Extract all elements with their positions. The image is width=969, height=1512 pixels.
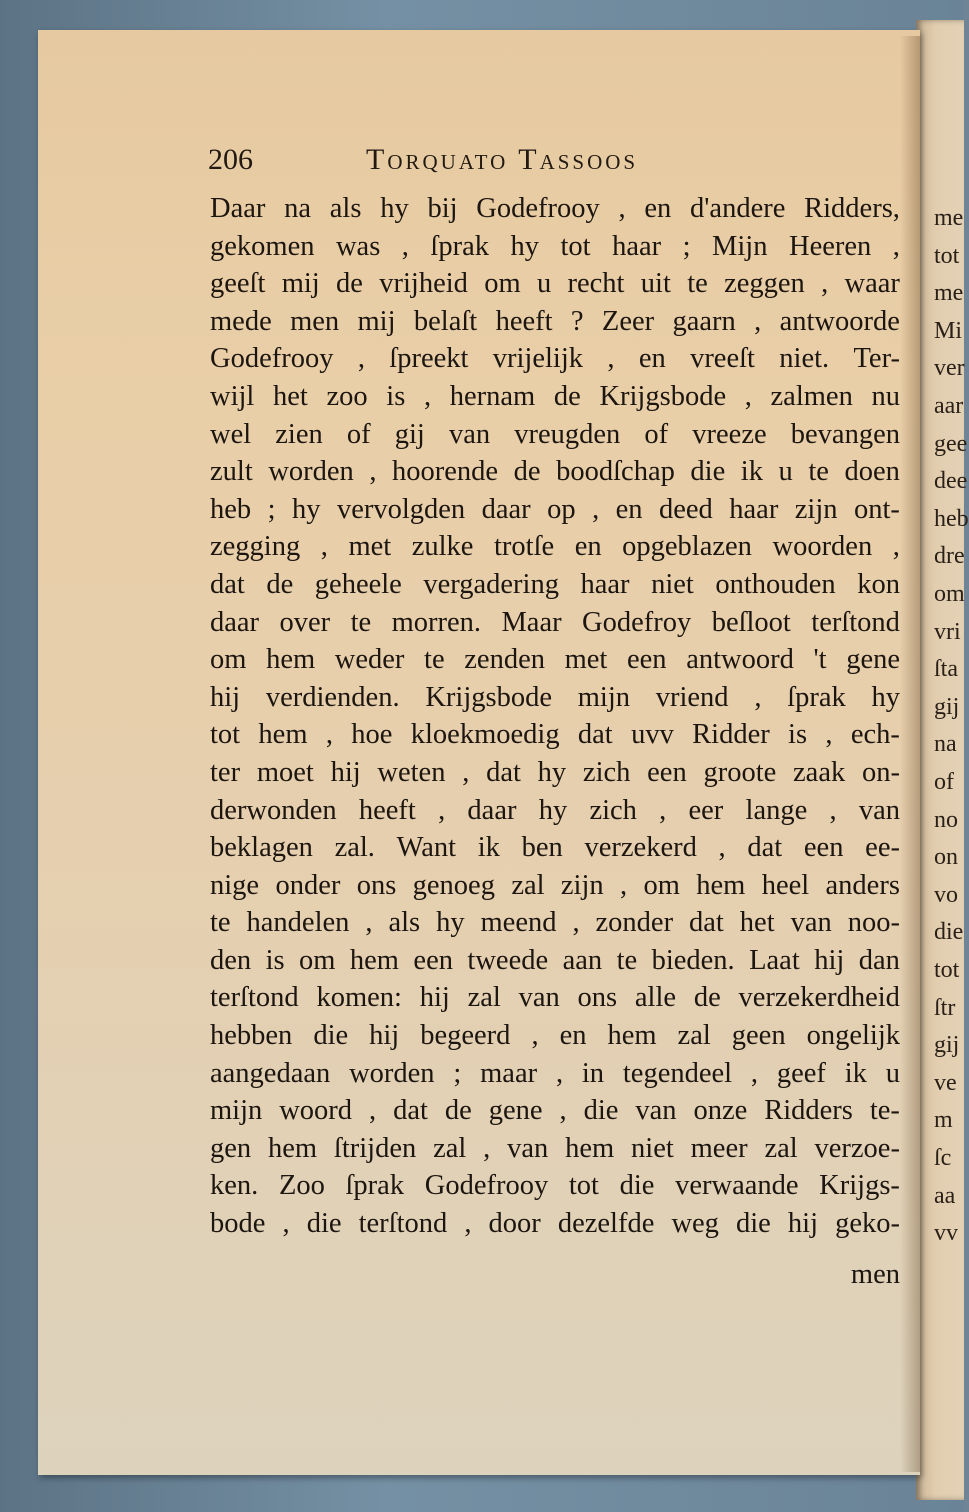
text-line: heb ; hy vervolgden daar op , en deed haar zijn ont-	[210, 493, 900, 525]
facing-page-fragment: ve	[934, 1069, 957, 1096]
facing-page-fragment: ſta	[934, 656, 958, 683]
text-line: daar over te morren. Maar Godefroy beſloot terſtond	[210, 606, 900, 638]
facing-page-fragment: vo	[934, 881, 958, 908]
page-number: 206	[208, 143, 253, 176]
facing-page-fragment: on	[934, 844, 958, 871]
facing-page-fragment: aar	[934, 393, 964, 419]
facing-page-fragment: ſtr	[934, 994, 956, 1021]
facing-page-fragment: tot	[934, 242, 960, 269]
facing-page-fragment: gij	[934, 1032, 960, 1059]
text-line: hebben die hij begeerd , en hem zal geen ongelijk	[210, 1020, 900, 1052]
text-line: aangedaan worden ; maar , in tegendeel , geef ik u	[210, 1057, 900, 1089]
facing-page-fragment: gee	[934, 430, 968, 457]
facing-page-fragment: om	[934, 581, 965, 607]
text-line: gekomen was , ſprak hy tot haar ; Mijn Heeren ,	[210, 230, 900, 262]
text-line: wijl het zoo is , hernam de Krijgsbode , zalmen nu	[210, 380, 900, 412]
text-line: ken. Zoo ſprak Godefrooy tot die verwaande Krijgs-	[210, 1170, 900, 1202]
facing-page-fragment: na	[934, 731, 957, 758]
facing-page-fragment: gij	[934, 693, 960, 720]
text-line: te handelen , als hy meend , zonder dat het van noo-	[210, 907, 900, 939]
text-line: zult worden , hoorende de boodſchap die ik u te doen	[210, 456, 900, 488]
facing-page-fragment: ver	[934, 355, 965, 382]
facing-page-fragment: aa	[934, 1182, 956, 1209]
page-header	[208, 140, 768, 180]
facing-page-fragment: no	[934, 806, 958, 833]
text-line: Daar na als hy bij Godefrooy , en d'andere Ridders,	[210, 193, 900, 224]
facing-page-edge	[916, 20, 969, 1500]
text-line: den is om hem een tweede aan te bieden. Laat hij dan	[210, 944, 900, 976]
text-line: hij verdienden. Krijgsbode mijn vriend , ſprak hy	[210, 681, 900, 713]
body-text	[210, 190, 900, 1243]
text-line: zegging , met zulke trotſe en opgeblazen woorden ,	[210, 531, 900, 563]
facing-page-fragment: of	[934, 769, 954, 795]
page-gutter-shadow	[900, 36, 920, 1472]
facing-page-fragment: m	[934, 1107, 953, 1134]
text-line: gen hem ſtrijden zal , van hem niet meer zal verzoe-	[210, 1132, 900, 1164]
text-line: terſtond komen: hij zal van ons alle de verzekerdheid	[210, 982, 900, 1014]
text-line: mijn woord , dat de gene , die van onze Ridders te-	[210, 1095, 900, 1127]
facing-page-fragment: tot	[934, 957, 960, 983]
text-line: Godefrooy , ſpreekt vrijelijk , en vreeſt niet. Ter-	[210, 343, 900, 375]
facing-page-fragment: die	[934, 919, 964, 946]
text-line: beklagen zal. Want ik ben verzekerd , dat een ee-	[210, 832, 900, 864]
text-line: nige onder ons genoeg zal zijn , om hem heel anders	[210, 869, 900, 901]
facing-page-fragment: me	[934, 205, 964, 231]
text-line: dat de geheele vergadering haar niet onthouden kon	[210, 568, 900, 600]
facing-page-fragment: dee	[934, 468, 968, 495]
facing-page-fragment: heb	[934, 505, 969, 532]
text-line: tot hem , hoe kloekmoedig dat uvv Ridder is , ech-	[210, 719, 900, 751]
facing-page-fragment: me	[934, 280, 964, 307]
text-line: wel zien of gij van vreugden of vreeze bevangen	[210, 418, 900, 450]
text-line: geeſt mij de vrijheid om u recht uit te zeggen , waar	[210, 268, 900, 300]
text-line: ter moet hij weten , dat hy zich een groote zaak on-	[210, 756, 900, 788]
text-line: derwonden heeft , daar hy zich , eer lange , van	[210, 794, 900, 826]
text-line: bode , die terſtond , door dezelfde weg die hij geko-	[210, 1208, 900, 1240]
facing-page-fragment: dre	[934, 543, 965, 570]
facing-page-fragment: ſc	[934, 1145, 952, 1171]
facing-page-fragment: vv	[934, 1220, 958, 1247]
facing-page-fragment: vri	[934, 618, 961, 645]
text-line: mede men mij belaſt heeft ? Zeer gaarn , antwoorde	[210, 305, 900, 337]
text-line: om hem weder te zenden met een antwoord 't gene	[210, 644, 900, 676]
running-head: Torquato Tassoos	[366, 143, 639, 176]
catchword: men	[850, 1259, 900, 1290]
facing-page-fragment: Mi	[934, 317, 963, 344]
